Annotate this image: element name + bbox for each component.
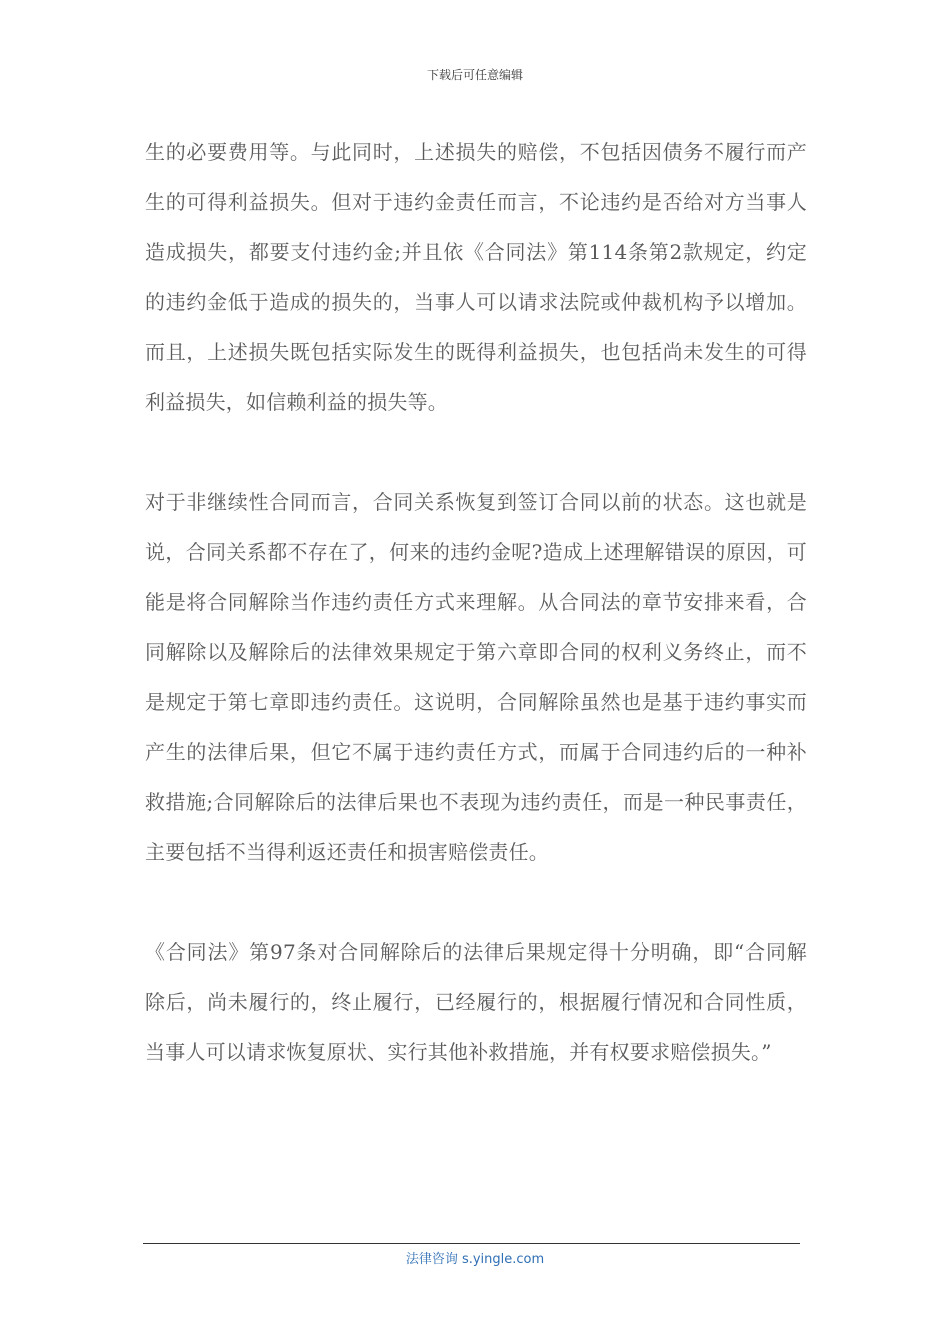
document-body — [145, 127, 807, 1077]
paragraph: 生的必要费用等。与此同时，上述损失的赔偿，不包括因债务不履行而产生的可得利益损失。但对于违约金责任而言，不论违约是否给对方当事人造成损失，都要支付违约金;并且依《合同法》第114条第2款规定，约定的违约金低于造成的损失的，当事人可以请求法院或仲裁机构予以增加。而且，上述损失既包括实际发生的既得利益损失，也包括尚未发生的可得利益损失，如信赖利益的损失等。 — [145, 140, 807, 414]
footer-divider — [143, 1243, 800, 1244]
paragraph: 对于非继续性合同而言，合同关系恢复到签订合同以前的状态。这也就是说，合同关系都不存在了，何来的违约金呢?造成上述理解错误的原因，可能是将合同解除当作违约责任方式来理解。从合同法的章节安排来看，合同解除以及解除后的法律效果规定于第六章即合同的权利义务终止，而不是规定于第七章即违约责任。这说明，合同解除虽然也是基于违约事实而产生的法律后果，但它不属于违约责任方式，而属于合同违约后的一种补救措施;合同解除后的法律后果也不表现为违约责任，而是一种民事责任，主要包括不当得利返还责任和损害赔偿责任。 — [145, 490, 807, 864]
page-header: 下载后可任意编辑 — [426, 68, 523, 82]
footer-link[interactable]: 法律咨询 s.yingle.com — [405, 1252, 545, 1267]
paragraph: 《合同法》第97条对合同解除后的法律后果规定得十分明确，即“合同解除后，尚未履行的，终止履行，已经履行的，根据履行情况和合同性质，当事人可以请求恢复原状、实行其他补救措施，并有权要求赔偿损失。” — [145, 940, 807, 1064]
